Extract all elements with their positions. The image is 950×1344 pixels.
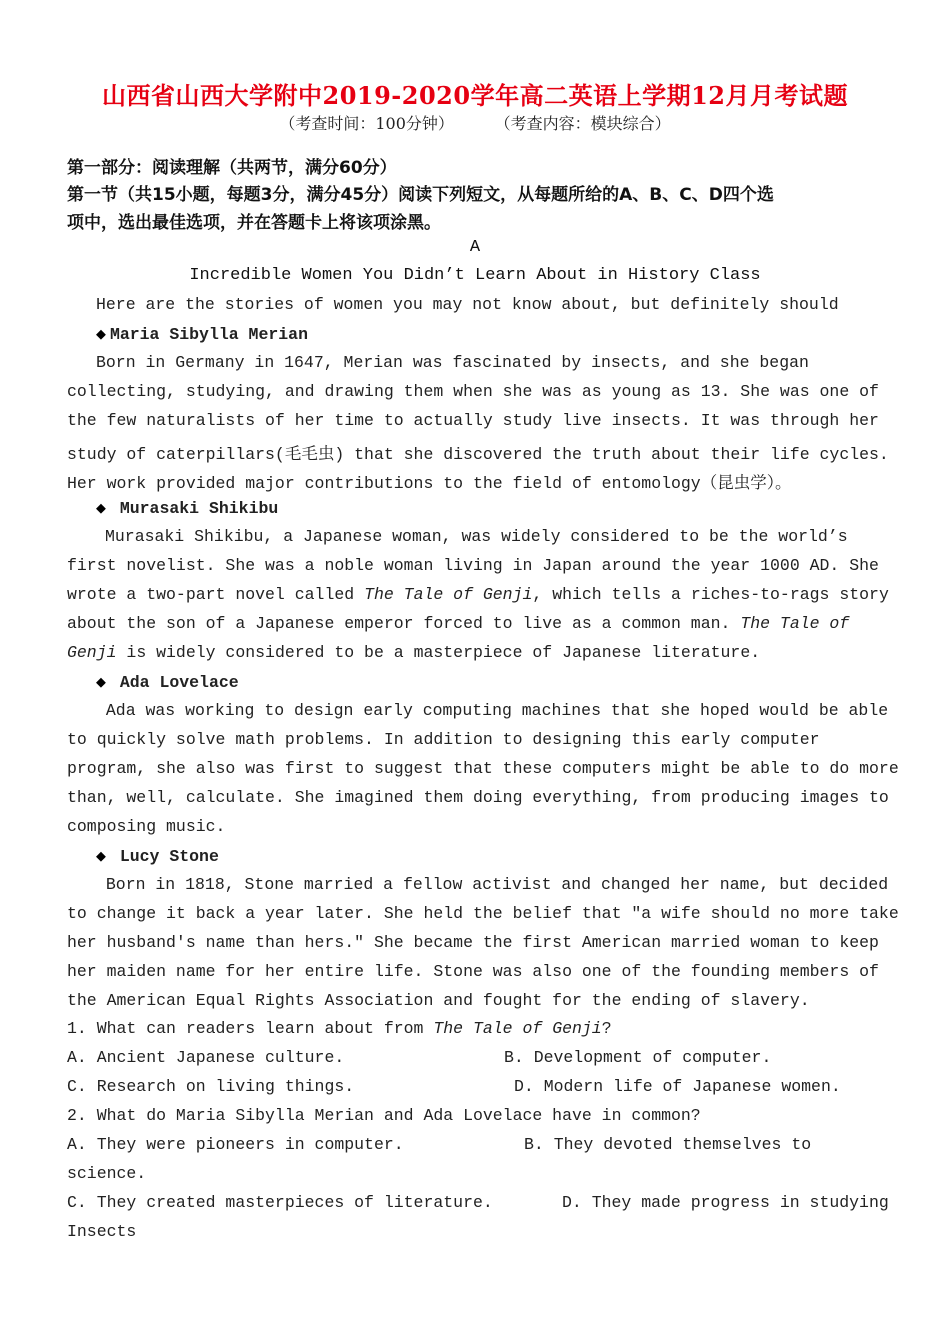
text-span: ? bbox=[601, 1019, 612, 1038]
section-instruction-line1: 第一节（共15小题，每题3分，满分45分）阅读下列短文，从每题所给的A、B、C、D四个选 bbox=[67, 185, 774, 205]
text-line: her husband's name than hers." She became the first American married woman to keep bbox=[67, 933, 879, 952]
text-line bbox=[67, 643, 760, 662]
section-heading-shikibu bbox=[96, 498, 278, 518]
diamond-bullet-icon: ◆ bbox=[96, 847, 106, 866]
text-line: Born in 1818, Stone married a fellow activist and changed her name, but decided bbox=[96, 875, 889, 894]
question-2-option-b-cont: science. bbox=[67, 1164, 147, 1183]
question-2-option-d-cont: Insects bbox=[67, 1222, 137, 1241]
text-line: Ada was working to design early computing machines that she hoped would be able bbox=[96, 701, 889, 720]
text-line: study of caterpillars(毛毛虫) that she discovered the truth about their life cycles. bbox=[67, 445, 889, 464]
woman-name: Maria Sibylla Merian bbox=[109, 325, 308, 344]
exam-subtitle: （考查时间：100分钟） （考查内容：模块综合） bbox=[279, 114, 671, 133]
question-1-stem bbox=[67, 1019, 612, 1038]
question-2-stem: 2. What do Maria Sibylla Merian and Ada Lovelace have in common? bbox=[67, 1106, 701, 1125]
text-line bbox=[67, 585, 889, 604]
passage-letter: A bbox=[469, 238, 481, 257]
question-1-option-b: B. Development of computer. bbox=[504, 1048, 772, 1067]
text-line: Murasaki Shikibu, a Japanese woman, was widely considered to be the world’s bbox=[105, 527, 848, 546]
question-2-option-b: B. They devoted themselves to bbox=[524, 1135, 812, 1154]
passage-intro: Here are the stories of women you may not know about, but definitely should bbox=[96, 295, 839, 314]
text-line: program, she also was first to suggest that these computers might be able to do more bbox=[67, 759, 899, 778]
woman-name: Ada Lovelace bbox=[119, 673, 239, 692]
text-line: composing music. bbox=[67, 817, 226, 836]
book-title: Genji bbox=[67, 643, 117, 662]
question-1-option-a: A. Ancient Japanese culture. bbox=[67, 1048, 345, 1067]
text-span: 1. What can readers learn about from bbox=[67, 1019, 434, 1038]
part-heading: 第一部分：阅读理解（共两节，满分60分） bbox=[67, 158, 397, 178]
question-2-option-c: C. They created masterpieces of literature. bbox=[67, 1193, 493, 1212]
question-2-option-d: D. They made progress in studying bbox=[562, 1193, 889, 1212]
section-heading-stone bbox=[96, 846, 219, 866]
text-span: wrote a two-part novel called bbox=[67, 585, 365, 604]
woman-name: Lucy Stone bbox=[119, 847, 219, 866]
passage-title: Incredible Women You Didn’t Learn About in History Class bbox=[189, 266, 761, 285]
text-line: to quickly solve math problems. In addition to designing this early computer bbox=[67, 730, 820, 749]
text-span: about the son of a Japanese emperor forced to live as a common man. bbox=[67, 614, 741, 633]
question-1-option-c: C. Research on living things. bbox=[67, 1077, 355, 1096]
text-line: Her work provided major contributions to the field of entomology（昆虫学）。 bbox=[67, 474, 792, 493]
book-title: The Tale of Genji bbox=[433, 1019, 602, 1038]
text-line: to change it back a year later. She held the belief that "a wife should no more take bbox=[67, 904, 899, 923]
section-instruction-line2: 项中，选出最佳选项，并在答题卡上将该项涂黑。 bbox=[67, 213, 441, 233]
diamond-bullet-icon: ◆ bbox=[96, 325, 106, 344]
text-line: collecting, studying, and drawing them when she was as young as 13. She was one of bbox=[67, 382, 879, 401]
question-2-option-a: A. They were pioneers in computer. bbox=[67, 1135, 404, 1154]
woman-name: Murasaki Shikibu bbox=[119, 499, 279, 518]
section-heading-merian bbox=[96, 324, 308, 344]
text-span: , which tells a riches-to-rags story bbox=[532, 585, 889, 604]
book-title: The Tale of bbox=[740, 614, 850, 633]
diamond-bullet-icon: ◆ bbox=[96, 673, 106, 692]
text-line bbox=[67, 614, 849, 633]
book-title: The Tale of Genji bbox=[364, 585, 533, 604]
text-line: than, well, calculate. She imagined them doing everything, from producing images to bbox=[67, 788, 889, 807]
question-1-option-d: D. Modern life of Japanese women. bbox=[514, 1077, 841, 1096]
text-span: is widely considered to be a masterpiece of Japanese literature. bbox=[116, 643, 761, 662]
diamond-bullet-icon: ◆ bbox=[96, 499, 106, 518]
text-line: the few naturalists of her time to actually study live insects. It was through her bbox=[67, 411, 879, 430]
text-line: first novelist. She was a noble woman living in Japan around the year 1000 AD. She bbox=[67, 556, 879, 575]
text-line: Born in Germany in 1647, Merian was fascinated by insects, and she began bbox=[96, 353, 809, 372]
text-line: her maiden name for her entire life. Stone was also one of the founding members of bbox=[67, 962, 879, 981]
section-heading-lovelace bbox=[96, 672, 239, 692]
text-line: the American Equal Rights Association and fought for the ending of slavery. bbox=[67, 991, 810, 1010]
page-title: 山西省山西大学附中2019-2020学年高二英语上学期12月月考试题 bbox=[102, 81, 848, 110]
